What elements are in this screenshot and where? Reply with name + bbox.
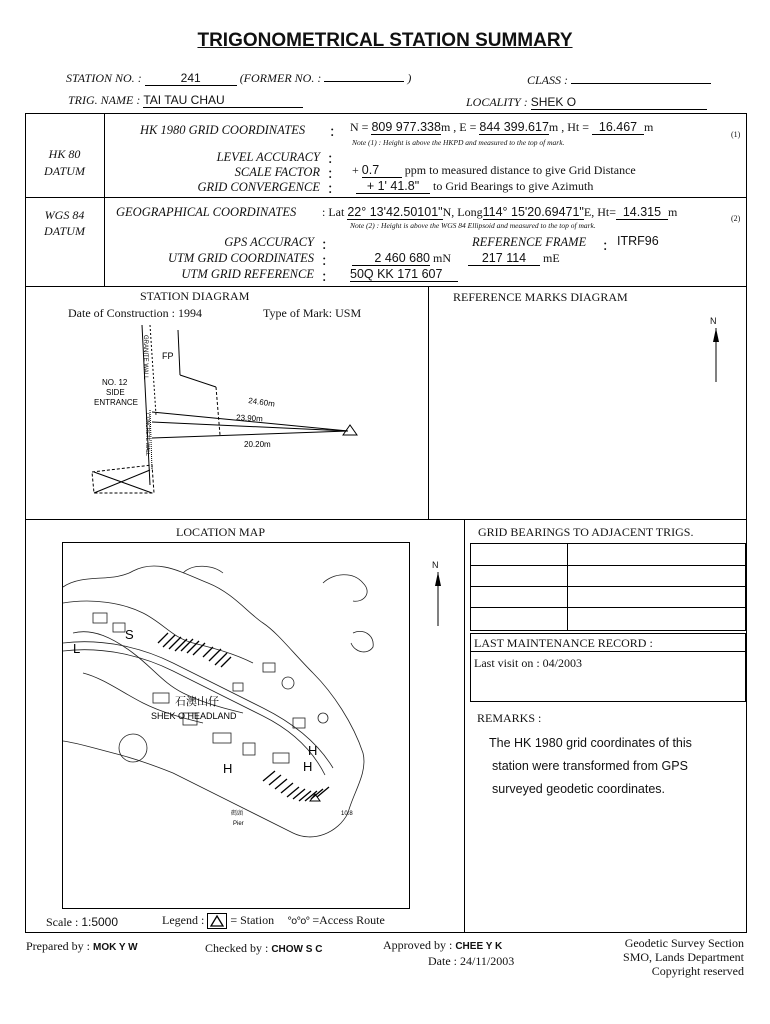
distance-label-1: 24.60m	[247, 396, 276, 409]
station-diagram	[80, 325, 380, 500]
utm-ref-label: UTM GRID REFERENCE	[181, 267, 314, 281]
former-no-value	[324, 81, 404, 82]
scale-label: Scale :	[46, 915, 79, 929]
reference-north-label: N	[710, 316, 717, 326]
wgs84-datum-label: WGS 84 DATUM	[44, 208, 85, 238]
wgs84-coords-row: : Lat 22° 13'42.50101"N, Long114° 15'20.69471"E, Ht= 14.315 m	[322, 205, 678, 219]
svg-text:H: H	[223, 761, 233, 776]
svg-text:S: S	[125, 627, 134, 642]
svg-text:H: H	[303, 759, 313, 774]
entrance-label-2: SIDE	[106, 388, 125, 397]
utm-ref-row	[350, 267, 458, 282]
reference-marks-heading: REFERENCE MARKS DIAGRAM	[453, 290, 628, 304]
class-row: CLASS :	[527, 73, 711, 88]
wgs84-longitude: 114° 15'20.69471"	[482, 205, 584, 219]
station-mark-icon	[343, 425, 357, 435]
svg-text:H: H	[308, 743, 318, 758]
pier-english: Pier	[233, 821, 244, 827]
class-label: CLASS	[527, 73, 562, 87]
legend-label: Legend :	[162, 913, 205, 927]
gps-accuracy-label: GPS ACCURACY	[224, 235, 314, 249]
scale-row	[46, 915, 118, 930]
place-name-chinese: 石澳山仔	[175, 696, 219, 708]
spot-height: 10.8	[341, 811, 353, 817]
remarks-line-2: station were transformed from GPS	[492, 759, 688, 773]
remarks-text	[489, 732, 692, 801]
checked-by-name: CHOW S C	[271, 944, 323, 955]
hk80-datum-label: HK 80 DATUM	[44, 147, 85, 178]
station-no-row: STATION NO. : 241 (FORMER NO. : )	[66, 71, 412, 85]
scale-factor-value: 0.7	[362, 163, 402, 178]
hk80-note: Note (1) : Height is above the HKPD and measured to the top of mark.	[352, 138, 565, 147]
approval-date-value: 24/11/2003	[460, 954, 515, 968]
access-route-icon: °o°o°	[287, 916, 310, 927]
entrance-label-1: NO. 12	[102, 378, 128, 387]
organisation: Geodetic Survey Section SMO, Lands Department Copyright reserved	[623, 936, 744, 978]
pier-chinese: 碼頭	[231, 811, 244, 817]
wgs84-note-mark: (2)	[731, 214, 741, 223]
former-no-label: (FORMER NO.	[239, 71, 315, 85]
station-diagram-heading: STATION DIAGRAM	[140, 289, 250, 303]
trig-name-label: TRIG. NAME	[68, 93, 134, 107]
scale-value: 1:5000	[81, 915, 119, 929]
distance-label-2: 23.90m	[235, 413, 264, 424]
former-no-close: )	[407, 71, 412, 85]
grid-convergence-label: GRID CONVERGENCE	[197, 180, 320, 194]
distance-line-3	[152, 431, 348, 438]
utm-ref-value: 50Q KK 171 607	[350, 267, 458, 282]
utm-easting: 217 114	[468, 251, 540, 266]
page-title: TRIGONOMETRICAL STATION SUMMARY	[197, 30, 573, 51]
utm-coords-label: UTM GRID COORDINATES	[167, 251, 314, 265]
location-map	[62, 542, 410, 909]
scale-factor-label: SCALE FACTOR	[234, 165, 320, 179]
svg-text:L: L	[73, 641, 81, 656]
ref-frame-label: REFERENCE FRAME	[472, 235, 587, 249]
map-north-arrow-icon	[432, 570, 444, 628]
hk80-northing: 809 977.338	[371, 120, 441, 134]
trig-name-value: TAI TAU CHAU	[143, 93, 303, 108]
station-no-value: 241	[145, 71, 237, 86]
location-map-heading: LOCATION MAP	[176, 525, 266, 539]
legend-row	[162, 913, 385, 929]
locality-label: LOCALITY	[466, 95, 521, 109]
class-value	[571, 83, 711, 84]
approved-by: Approved by : CHEE Y K	[383, 938, 503, 952]
grid-convergence-value: + 1' 41.8"	[356, 179, 430, 194]
place-name-english: SHEK O HEADLAND	[151, 711, 237, 721]
last-visit: Last visit on : 04/2003	[474, 656, 582, 670]
distance-line-2	[152, 422, 348, 431]
mark-type: Type of Mark: USM	[263, 306, 362, 320]
hk80-height: 16.467	[592, 120, 644, 135]
remarks-heading: REMARKS :	[477, 711, 542, 725]
locality-row: LOCALITY : SHEK O	[466, 95, 707, 110]
wgs84-latitude: 22° 13'42.50101"	[347, 205, 443, 219]
hk80-easting: 844 399.617	[479, 120, 549, 134]
wgs84-height: 14.315	[616, 205, 668, 220]
grid-convergence-row: + 1' 41.8" to Grid Bearings to give Azimuth	[356, 179, 593, 194]
hk80-coords-row: N = 809 977.338m , E = 844 399.617m , Ht = 16.467 m	[350, 120, 654, 134]
legend-access: =Access Route	[312, 913, 385, 927]
entrance-label-3: ENTRANCE	[94, 398, 139, 407]
prepared-by-name: MOK Y W	[92, 942, 138, 953]
approved-by-name: CHEE Y K	[455, 941, 503, 952]
map-north-label: N	[432, 560, 439, 570]
fp-label: FP	[162, 351, 174, 361]
station-no-label: STATION NO.	[66, 71, 135, 85]
legend-station: = Station	[230, 913, 275, 927]
grid-bearings-heading: GRID BEARINGS TO ADJACENT TRIGS.	[478, 525, 694, 539]
utm-coords-row: 2 460 680 mN 217 114 mE	[352, 251, 560, 266]
maintenance-heading: LAST MAINTENANCE RECORD :	[474, 636, 653, 650]
trig-name-row: TRIG. NAME : TAI TAU CHAU	[68, 93, 303, 108]
hk80-grid-coords-label: HK 1980 GRID COORDINATES	[140, 123, 306, 137]
utm-northing: 2 460 680	[352, 251, 430, 266]
granite-wall-label: GRANITE WALL	[142, 335, 148, 380]
remarks-line-1: The HK 1980 grid coordinates of this	[489, 736, 692, 750]
locality-value: SHEK O	[531, 95, 707, 110]
prepared-by: Prepared by : MOK Y W	[26, 939, 138, 953]
ref-frame-value: ITRF96	[617, 234, 659, 248]
reference-north-arrow-icon	[710, 326, 722, 384]
level-accuracy-label: LEVEL ACCURACY	[216, 150, 320, 164]
distance-label-3: 20.20m	[244, 440, 271, 449]
wgs84-note: Note (2) : Height is above the WGS 84 Ellipsoid and measured to the top of mark.	[350, 221, 596, 230]
remarks-line-3: surveyed geodetic coordinates.	[492, 782, 666, 796]
geo-coords-label: GEOGRAPHICAL COORDINATES	[116, 205, 297, 219]
legend-station-icon	[207, 913, 227, 929]
checked-by: Checked by : CHOW S C	[205, 941, 323, 955]
construction-date: Date of Construction : 1994	[68, 306, 202, 320]
concrete-wall-label: CONCRETE WALL	[144, 413, 150, 456]
approval-date: Date : 24/11/2003	[428, 954, 515, 968]
hk80-note-mark: (1)	[731, 130, 741, 139]
scale-factor-row: + 0.7 ppm to measured distance to give Grid Distance	[352, 163, 636, 177]
grid-bearings-table	[470, 543, 746, 631]
